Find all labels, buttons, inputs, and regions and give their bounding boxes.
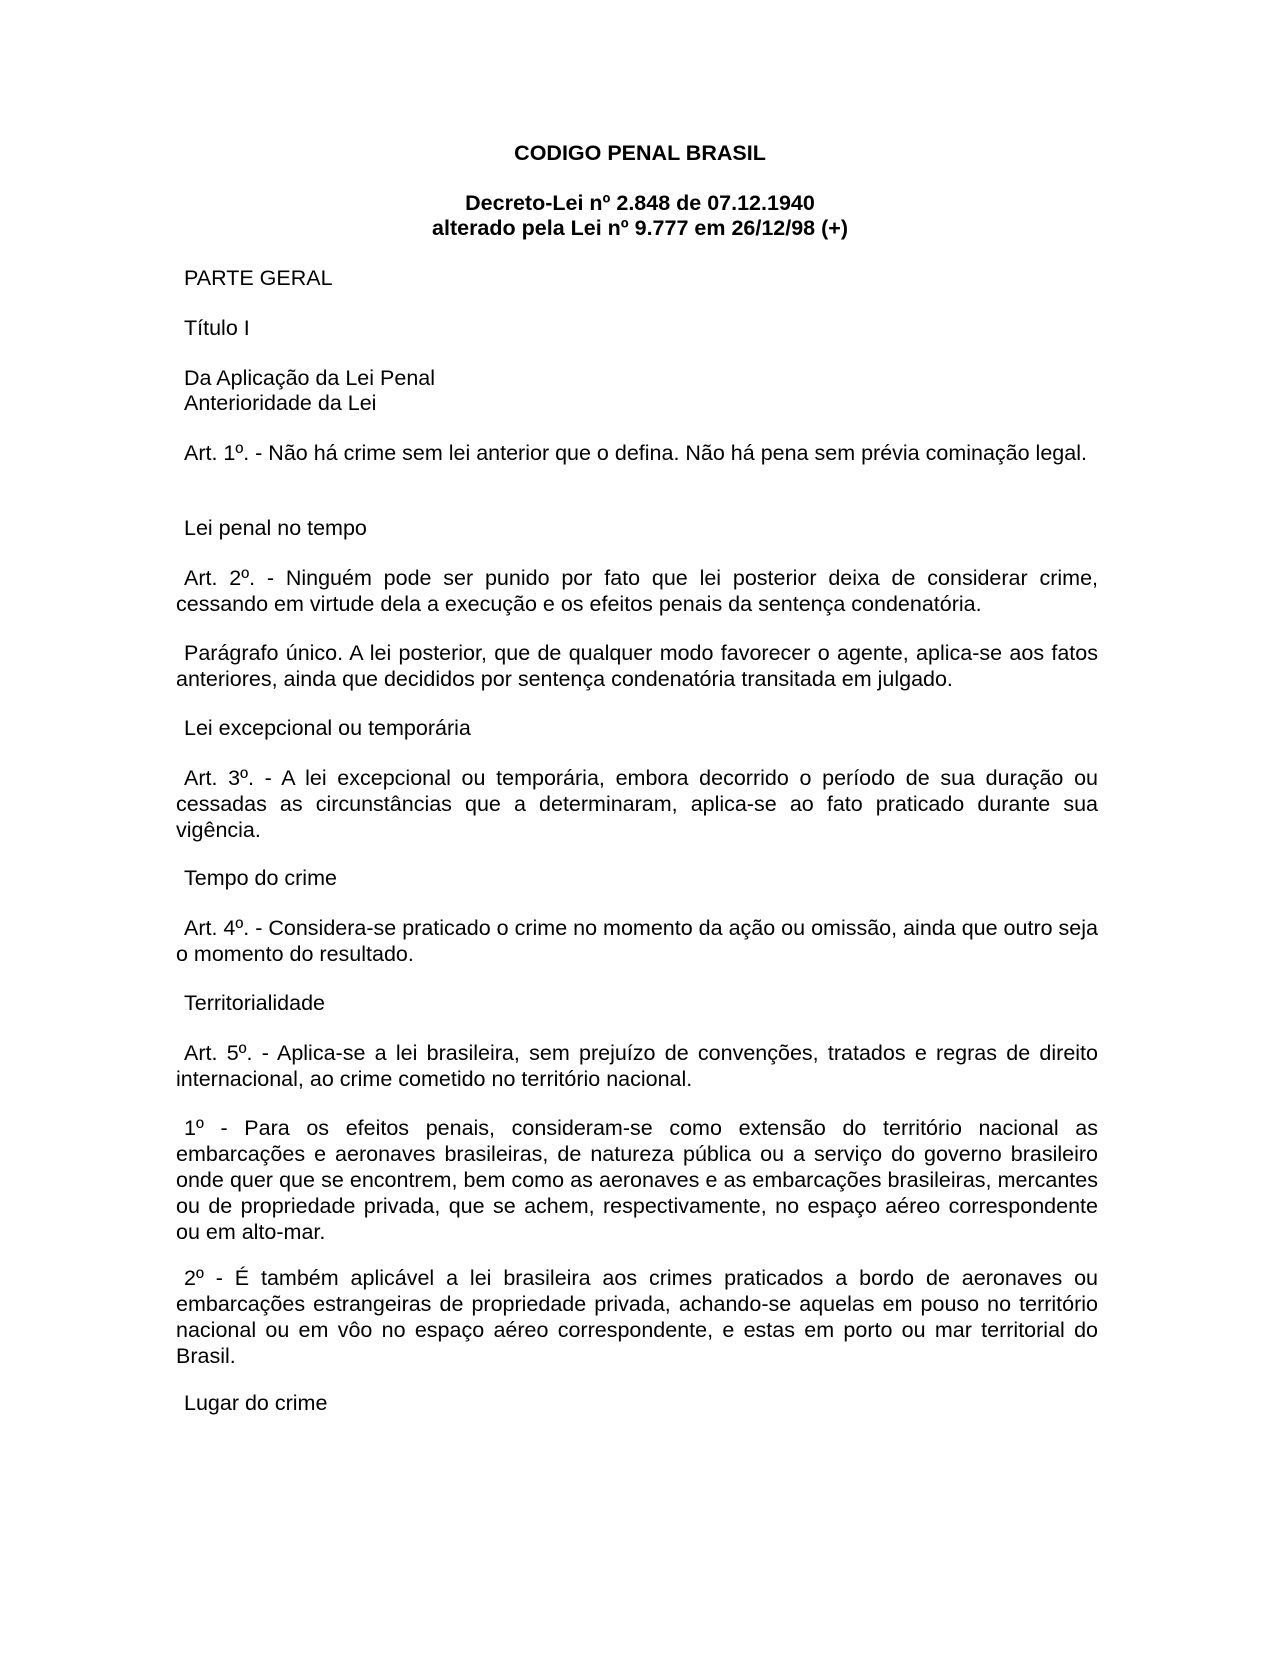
article-2: [176, 565, 1098, 617]
article-5-paragraph-2-text: 2º - É também aplicável a lei brasileira aos crimes praticados a bordo de aeronaves ou embarcações estrangeiras de propriedade privada, achando-se aquelas em pouso no território nacional ou em vôo no espaço aéreo correspondente, e estas em porto ou mar territorial do Brasil.: [176, 1266, 1098, 1368]
decree-line: Decreto-Lei nº 2.848 de 07.12.1940: [465, 191, 815, 215]
article-5-paragraph-1-text: 1º - Para os efeitos penais, consideram-se como extensão do território nacional as embarcações e aeronaves brasileiras, de natureza pública ou a serviço do governo brasileiro onde quer que se encontrem, bem como as aeronaves e as embarcações brasileiras, mercantes ou de propriedade privada, que se achem, respectivamente, no espaço aéreo correspondente ou em alto-mar.: [176, 1116, 1098, 1244]
article-5-text: Art. 5º. - Aplica-se a lei brasileira, sem prejuízo de convenções, tratados e regras de direito internacional, ao crime cometido no território nacional.: [176, 1041, 1098, 1091]
article-2-text: Art. 2º. - Ninguém pode ser punido por fato que lei posterior deixa de considerar crime, cessando em virtude dela a execução e os efeitos penais da sentença condenatória.: [176, 566, 1098, 616]
title-heading: Título I: [184, 316, 250, 340]
article-1-text: Art. 1º. - Não há crime sem lei anterior que o defina. Não há pena sem prévia cominação legal.: [184, 441, 1087, 465]
article-2-paragraph-text: Parágrafo único. A lei posterior, que de qualquer modo favorecer o agente, aplica-se aos fatos anteriores, ainda que decididos por sentença condenatória transitada em julgado.: [176, 641, 1098, 691]
title-name: Da Aplicação da Lei Penal: [184, 366, 436, 390]
section-heading-lugar-crime: Lugar do crime: [184, 1391, 328, 1415]
section-heading-tempo-crime: Tempo do crime: [184, 866, 337, 890]
article-4: [176, 915, 1098, 967]
article-5-paragraph-2: [176, 1265, 1098, 1369]
amended-line: alterado pela Lei nº 9.777 em 26/12/98 (+): [432, 216, 848, 240]
article-1: [176, 440, 1098, 466]
section-heading-excepcional: Lei excepcional ou temporária: [184, 716, 471, 740]
section-heading-anterioridade: Anterioridade da Lei: [184, 391, 377, 415]
document-title: CODIGO PENAL BRASIL: [514, 141, 766, 165]
article-2-paragraph: [176, 640, 1098, 692]
section-heading-lei-tempo: Lei penal no tempo: [184, 516, 367, 540]
section-heading-territorialidade: Territorialidade: [184, 991, 326, 1015]
article-4-text: Art. 4º. - Considera-se praticado o crime no momento da ação ou omissão, ainda que outro seja o momento do resultado.: [176, 916, 1098, 966]
part-heading: PARTE GERAL: [184, 266, 333, 290]
article-5-paragraph-1: [176, 1115, 1098, 1245]
article-3-text: Art. 3º. - A lei excepcional ou temporária, embora decorrido o período de sua duração ou cessadas as circunstâncias que a determinaram, aplica-se ao fato praticado durante sua vigência.: [176, 766, 1098, 842]
article-5: [176, 1040, 1098, 1092]
article-3: [176, 765, 1098, 843]
